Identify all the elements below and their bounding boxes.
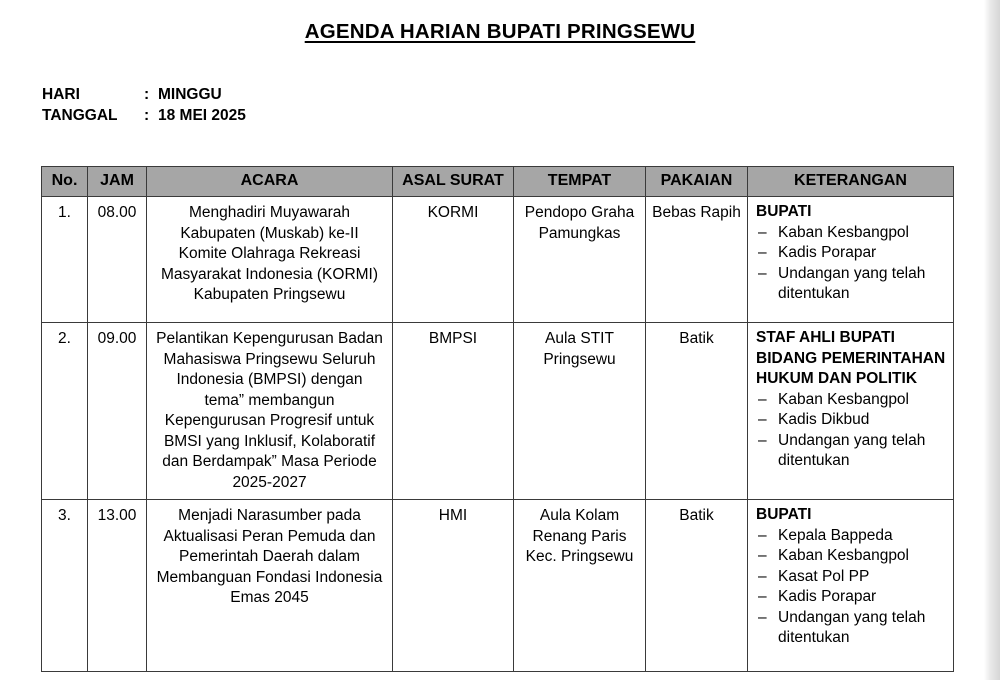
keterangan-list <box>756 526 947 649</box>
keterangan-list <box>756 223 947 305</box>
cell-pakaian: Batik <box>646 323 748 500</box>
cell-no: 2. <box>42 323 88 500</box>
cell-keterangan <box>748 500 954 672</box>
table-row <box>42 197 954 323</box>
table-header-row <box>42 167 954 197</box>
list-item: – Kadis Porapar <box>756 243 947 264</box>
meta-tanggal <box>42 107 246 125</box>
header-keterangan: KETERANGAN <box>748 167 954 197</box>
keterangan-list <box>756 390 947 472</box>
cell-tempat: Aula STIT Pringsewu <box>514 323 646 500</box>
table-row <box>42 500 954 672</box>
header-no: No. <box>42 167 88 197</box>
cell-keterangan <box>748 323 954 500</box>
list-item: – Kaban Kesbangpol <box>756 390 947 411</box>
cell-asal-surat: BMPSI <box>393 323 514 500</box>
cell-no: 1. <box>42 197 88 323</box>
list-item: – Undangan yang telah ditentukan <box>756 608 947 649</box>
tanggal-label: TANGGAL <box>42 107 118 124</box>
cell-tempat: Pendopo Graha Pamungkas <box>514 197 646 323</box>
list-item: – Undangan yang telah ditentukan <box>756 431 947 472</box>
cell-tempat: Aula Kolam Renang Paris Kec. Pringsewu <box>514 500 646 672</box>
cell-pakaian: Bebas Rapih <box>646 197 748 323</box>
cell-jam: 13.00 <box>88 500 147 672</box>
hari-value: MINGGU <box>158 86 222 103</box>
header-asal-surat: ASAL SURAT <box>393 167 514 197</box>
hari-separator: : <box>144 86 150 103</box>
cell-no: 3. <box>42 500 88 672</box>
cell-asal-surat: HMI <box>393 500 514 672</box>
cell-keterangan <box>748 197 954 323</box>
header-acara: ACARA <box>147 167 393 197</box>
list-item: – Kasat Pol PP <box>756 567 947 588</box>
cell-jam: 08.00 <box>88 197 147 323</box>
cell-acara: Menjadi Narasumber pada Aktualisasi Peran Pemuda dan Pemerintah Daerah dalam Membanguan Fondasi Indonesia Emas 2045 <box>147 500 393 672</box>
cell-asal-surat: KORMI <box>393 197 514 323</box>
tanggal-value: 18 MEI 2025 <box>158 107 246 124</box>
list-item: – Kadis Dikbud <box>756 410 947 431</box>
cell-acara: Pelantikan Kepengurusan Badan Mahasiswa Pringsewu Seluruh Indonesia (BMPSI) dengan tema” membangun Kepengurusan Progresif untuk BMSI yang Inklusif, Kolaboratif dan Berdampak” Masa Periode 2025-2027 <box>147 323 393 500</box>
header-pakaian: PAKAIAN <box>646 167 748 197</box>
cell-jam: 09.00 <box>88 323 147 500</box>
list-item: – Kadis Porapar <box>756 587 947 608</box>
hari-label: HARI <box>42 86 80 103</box>
page-edge-shadow <box>984 0 1000 680</box>
keterangan-heading: BUPATI <box>756 203 812 220</box>
header-tempat: TEMPAT <box>514 167 646 197</box>
keterangan-heading: STAF AHLI BUPATI BIDANG PEMERINTAHAN HUKUM DAN POLITIK <box>756 329 946 387</box>
keterangan-heading: BUPATI <box>756 506 812 523</box>
list-item: – Kaban Kesbangpol <box>756 223 947 244</box>
tanggal-separator: : <box>144 107 150 124</box>
document-title: AGENDA HARIAN BUPATI PRINGSEWU <box>304 20 696 43</box>
list-item: – Undangan yang telah ditentukan <box>756 264 947 305</box>
table-row <box>42 323 954 500</box>
meta-hari <box>42 86 222 104</box>
agenda-table <box>41 166 954 672</box>
cell-pakaian: Batik <box>646 500 748 672</box>
header-jam: JAM <box>88 167 147 197</box>
list-item: – Kaban Kesbangpol <box>756 546 947 567</box>
cell-acara: Menghadiri Muyawarah Kabupaten (Muskab) ke-II Komite Olahraga Rekreasi Masyarakat Indonesia (KORMI) Kabupaten Pringsewu <box>147 197 393 323</box>
list-item: – Kepala Bappeda <box>756 526 947 547</box>
